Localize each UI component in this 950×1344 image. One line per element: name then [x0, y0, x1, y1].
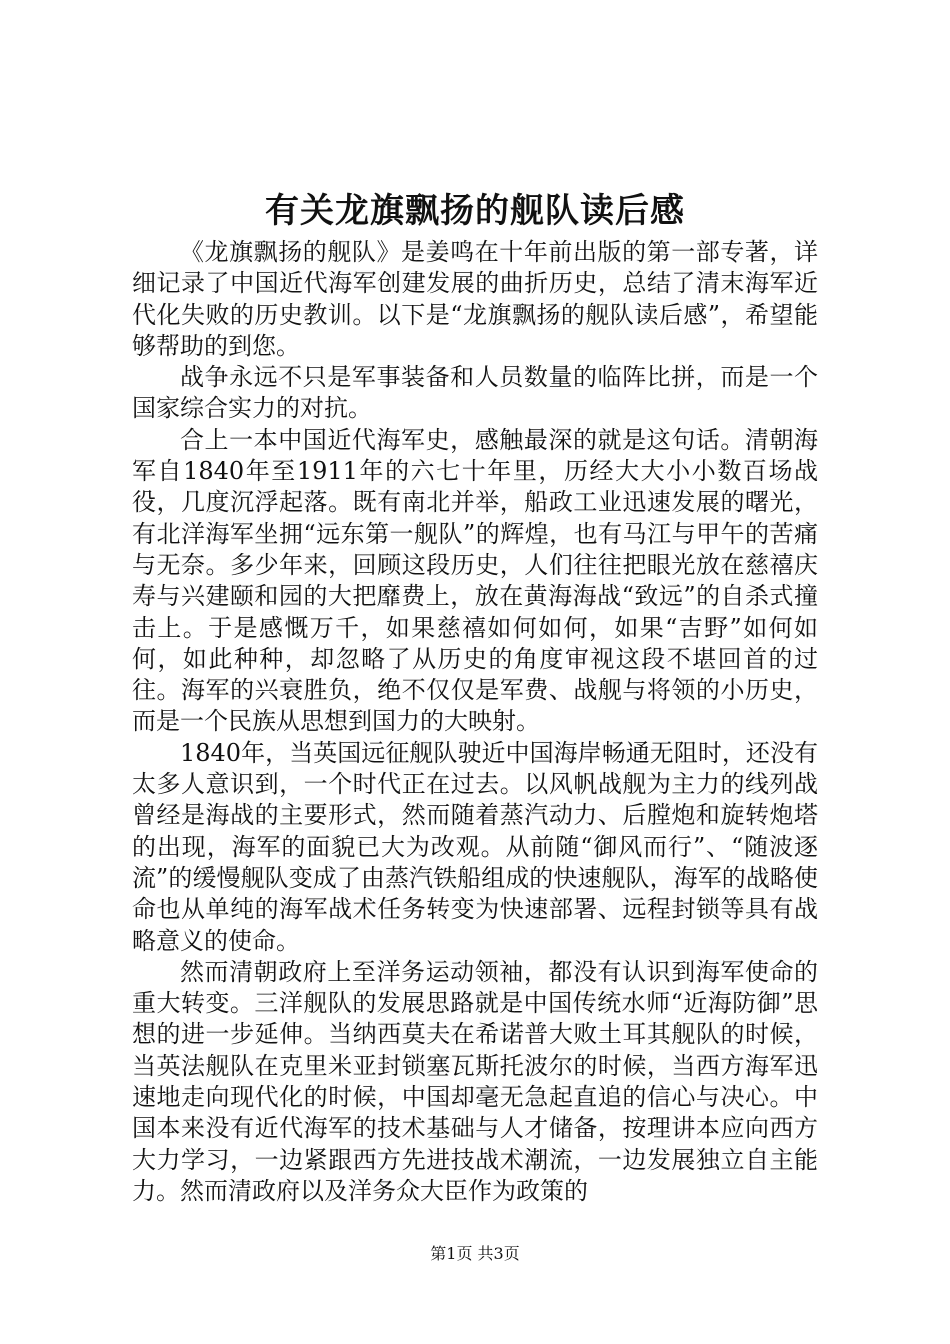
paragraph-war-quote: 战争永远不只是军事装备和人员数量的临阵比拼，而是一个国家综合实力的对抗。 — [132, 363, 818, 423]
paragraph-navy-history: 合上一本中国近代海军史，感触最深的就是这句话。清朝海军自1840年至1911年的六七十年里，历经大大小小数百场战役，几度沉浮起落。既有南北并举，船政工业迅速发展的曙光，有北洋海军坐拥“远东第一舰队”的辉煌，也有马江与甲午的苦痛与无奈。多少年来，回顾这段历史，人们往往把眼光放在慈禧庆寿与兴建颐和园的大把靡费上，放在黄海海战“致远”的自杀式撞击上。于是感慨万千，如果慈禧如何如何，如果“吉野”如何如何，如此种种，却忽略了从历史的角度审视这段不堪回首的过往。海军的兴衰胜负，绝不仅仅是军费、战舰与将领的小历史，而是一个民族从思想到国力的大映射。 — [132, 425, 818, 736]
document-body — [132, 237, 818, 1207]
document-title: 有关龙旗飘扬的舰队读后感 — [265, 191, 685, 231]
paragraph-intro: 《龙旗飘扬的舰队》是姜鸣在十年前出版的第一部专著，详细记录了中国近代海军创建发展的曲折历史，总结了清末海军近代化失败的历史教训。以下是“龙旗飘扬的舰队读后感”，希望能够帮助的到您。 — [132, 238, 818, 360]
paragraph-qing-policy: 然而清朝政府上至洋务运动领袖，都没有认识到海军使命的重大转变。三洋舰队的发展思路就是中国传统水师“近海防御”思想的进一步延伸。当纳西莫夫在希诺普大败土耳其舰队的时候，当英法舰队在克里米亚封锁塞瓦斯托波尔的时候，当西方海军迅速地走向现代化的时候，中国却毫无急起直追的信心与决心。中国本来没有近代海军的技术基础与人才储备，按理讲本应向西方大力学习，一边紧跟西方先进技战术潮流，一边发展独立自主能力。然而清政府以及洋务众大臣作为政策的 — [132, 957, 818, 1205]
page-number-footer: 第1页 共3页 — [430, 1244, 520, 1263]
paragraph-1840: 1840年，当英国远征舰队驶近中国海岸畅通无阻时，还没有太多人意识到，一个时代正在过去。以风帆战舰为主力的线列战曾经是海战的主要形式，然而随着蒸汽动力、后膛炮和旋转炮塔的出现，海军的面貌已大为改观。从前随“御风而行”、“随波逐流”的缓慢舰队变成了由蒸汽铁船组成的快速舰队，海军的战略使命也从单纯的海军战术任务转变为快速部署、远程封锁等具有战略意义的使命。 — [132, 738, 818, 955]
